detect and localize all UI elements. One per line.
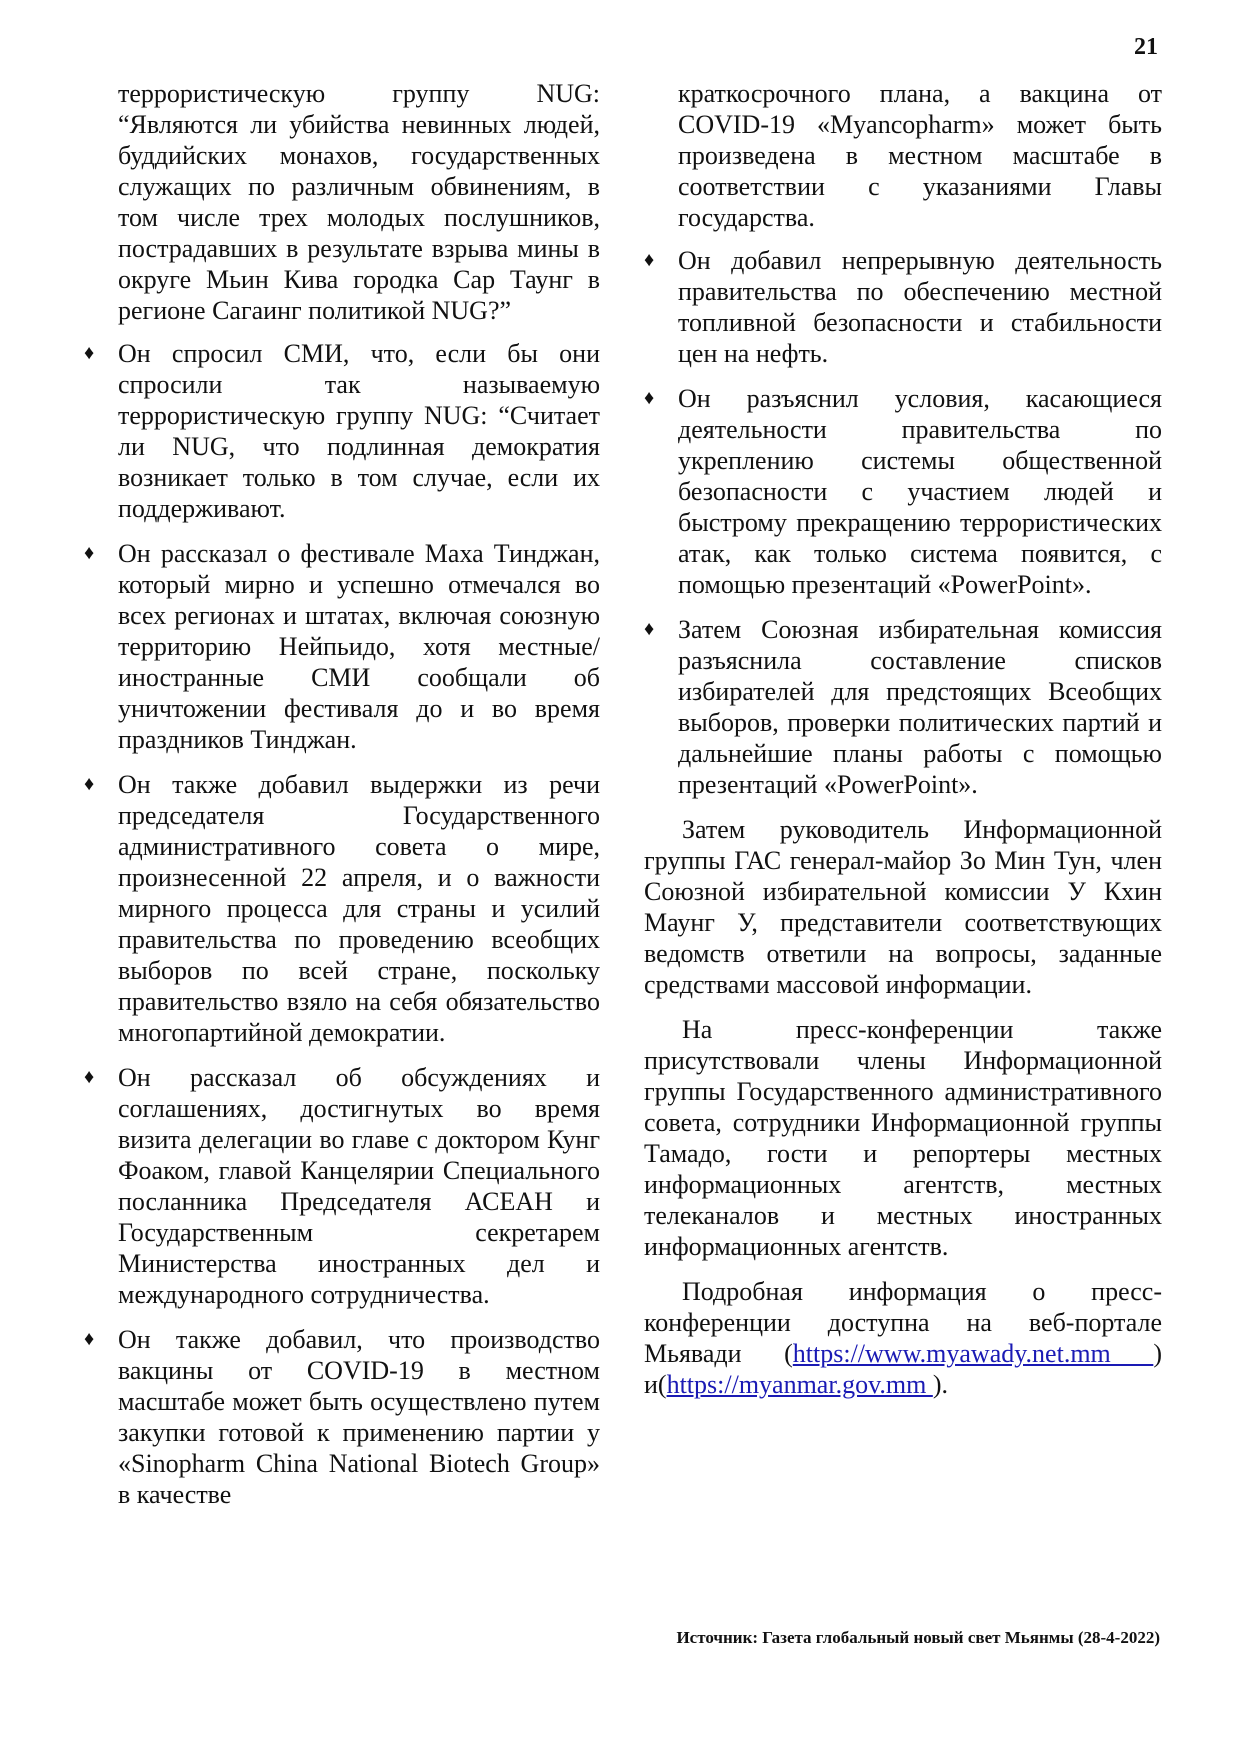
source-citation: Источник: Газета глобальный новый свет Мьянмы (28-4-2022) bbox=[676, 1628, 1160, 1647]
details-text-middle: ) и( bbox=[644, 1339, 1162, 1399]
right-column bbox=[644, 78, 1162, 1414]
diamond-bullet-icon: ♦ bbox=[84, 342, 95, 364]
bullet-text: Он рассказал о фестивале Маха Тинджан, который мирно и успешно отмечался во всех регионах и штатах, включая союзную территорию Нейпьидо, хотя местные/ иностранные СМИ сообщали об уничтожении фестиваля до и во время праздников Тинджан. bbox=[118, 539, 600, 754]
bullet-text: Он также добавил выдержки из речи председателя Государственного административного совета о мире, произнесенной 22 апреля, и о важности мирного процесса для страны и усилий правительства по проведению всеобщих выборов по всей стране, поскольку правительство взяло на себя обязательство многопартийной демократии. bbox=[118, 770, 600, 1047]
myawady-link[interactable]: https://www.myawady.net.mm bbox=[792, 1339, 1154, 1368]
diamond-bullet-icon: ♦ bbox=[84, 542, 95, 564]
continuation-text: террористическую группу NUG: “Являются ли убийства невинных людей, буддийских монахов, государственных служащих по различным обвинениям, в том числе трех молодых послушников, пострадавших в результате взрыва мины в округе Мьин Кива городка Сар Таунг в регионе Сагаинг политикой NUG?” bbox=[118, 79, 600, 325]
continuation-text: краткосрочного плана, а вакцина от COVID-19 «Myancopharm» может быть произведена в местном масштабе в соответствии с указаниями Главы государства. bbox=[678, 79, 1162, 232]
bullet-text: Он спросил СМИ, что, если бы они спросили так называемую террористическую группу NUG: “Считает ли NUG, что подлинная демократия возникает только в том случае, если их поддерживают. bbox=[118, 339, 600, 523]
bullet-text: Он добавил непрерывную деятельность правительства по обеспечению местной топливной безопасности и стабильности цен на нефть. bbox=[678, 246, 1162, 368]
bullet-item bbox=[84, 769, 600, 1048]
diamond-bullet-icon: ♦ bbox=[644, 387, 655, 409]
diamond-bullet-icon: ♦ bbox=[644, 618, 655, 640]
bullet-text: Он рассказал об обсуждениях и соглашениях, достигнутых во время визита делегации во главе с доктором Кунг Фоаком, главой Канцелярии Специального посланника Председателя АСЕАН и Государственным секретарем Министерства иностранных дел и международного сотрудничества. bbox=[118, 1063, 600, 1309]
details-text-end: ). bbox=[932, 1370, 948, 1399]
paragraph: Затем руководитель Информационной группы ГАС генерал-майор Зо Мин Тун, член Союзной избирательной комиссии У Кхин Маунг У, представители соответствующих ведомств ответили на вопросы, заданные средствами массовой информации. bbox=[644, 815, 1162, 999]
bullet-item bbox=[644, 614, 1162, 800]
bullet-text: Затем Союзная избирательная комиссия разъяснила составление списков избирателей для предстоящих Всеобщих выборов, проверки политических партий и дальнейшие планы работы с помощью презентаций «PowerPoint». bbox=[678, 615, 1162, 799]
bullet-item bbox=[84, 538, 600, 755]
bullet-item bbox=[644, 245, 1162, 369]
diamond-bullet-icon: ♦ bbox=[84, 773, 95, 795]
bullet-item bbox=[84, 338, 600, 524]
details-text: Подробная информация о пресс-конференции доступна на веб-портале Мьявади ( bbox=[644, 1277, 1162, 1368]
paragraph: На пресс-конференции также присутствовали члены Информационной группы Государственного административного совета, сотрудники Информационной группы Тамадо, гости и репортеры местных информационных агентств, местных телеканалов и местных иностранных информационных агентств. bbox=[644, 1015, 1162, 1261]
left-column bbox=[84, 78, 600, 1524]
diamond-bullet-icon: ♦ bbox=[84, 1066, 95, 1088]
details-paragraph bbox=[644, 1276, 1162, 1400]
bullet-item bbox=[644, 383, 1162, 600]
bullet-text: Он также добавил, что производство вакцины от COVID-19 в местном масштабе может быть осуществлено путем закупки готовой к применению партии у «Sinopharm China National Biotech Group» в качестве bbox=[118, 1325, 600, 1509]
bullet-item bbox=[84, 1324, 600, 1510]
diamond-bullet-icon: ♦ bbox=[84, 1328, 95, 1350]
bullet-item bbox=[84, 1062, 600, 1310]
myanmar-gov-link[interactable]: https://myanmar.gov.mm bbox=[666, 1370, 933, 1399]
bullet-text: Он разъяснил условия, касающиеся деятельности правительства по укреплению системы общественной безопасности с участием людей и быстрому прекращению террористических атак, как только система появится, с помощью презентаций «PowerPoint». bbox=[678, 384, 1162, 599]
page-number: 21 bbox=[1134, 34, 1158, 60]
diamond-bullet-icon: ♦ bbox=[644, 249, 655, 271]
